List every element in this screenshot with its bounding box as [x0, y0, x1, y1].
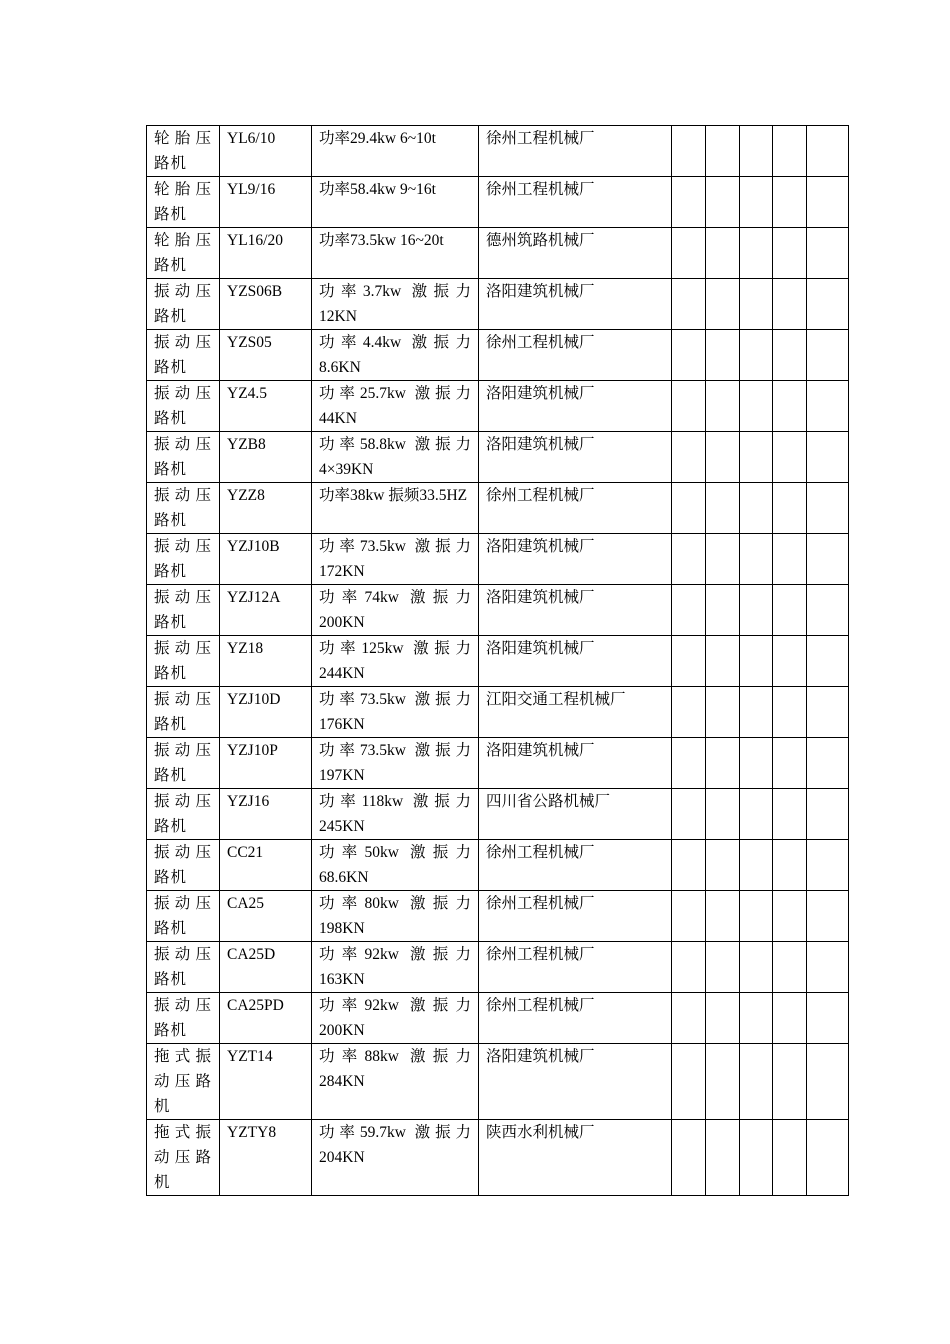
model-cell: YZJ10D [220, 687, 312, 738]
model-cell: YZZ8 [220, 483, 312, 534]
empty-cell [740, 789, 773, 840]
empty-cell [807, 279, 849, 330]
equipment-name-cell: 振动压路机 [147, 942, 220, 993]
spec-cell: 功率29.4kw 6~10t [312, 126, 479, 177]
empty-cell [706, 534, 740, 585]
empty-cell [706, 687, 740, 738]
equipment-name-cell: 振动压路机 [147, 993, 220, 1044]
empty-cell [672, 1044, 706, 1120]
empty-cell [773, 126, 807, 177]
empty-cell [706, 585, 740, 636]
empty-cell [740, 534, 773, 585]
empty-cell [773, 585, 807, 636]
empty-cell [740, 228, 773, 279]
table-body [147, 126, 849, 1196]
spec-cell: 功率25.7kw 激振力44KN [312, 381, 479, 432]
equipment-name-cell: 振动压路机 [147, 534, 220, 585]
empty-cell [740, 738, 773, 789]
empty-cell [773, 1120, 807, 1196]
empty-cell [740, 942, 773, 993]
model-cell: YZJ12A [220, 585, 312, 636]
spec-cell: 功率38kw 振频33.5HZ [312, 483, 479, 534]
equipment-name-cell: 振动压路机 [147, 330, 220, 381]
empty-cell [740, 126, 773, 177]
spec-cell: 功率73.5kw 激振力172KN [312, 534, 479, 585]
empty-cell [773, 636, 807, 687]
model-cell: YZJ10B [220, 534, 312, 585]
empty-cell [773, 483, 807, 534]
equipment-name-cell: 振动压路机 [147, 789, 220, 840]
empty-cell [672, 789, 706, 840]
equipment-name-cell: 振动压路机 [147, 840, 220, 891]
empty-cell [740, 432, 773, 483]
model-cell: YZS05 [220, 330, 312, 381]
manufacturer-cell: 洛阳建筑机械厂 [479, 585, 672, 636]
manufacturer-cell: 洛阳建筑机械厂 [479, 279, 672, 330]
empty-cell [807, 993, 849, 1044]
table-row [147, 1044, 849, 1120]
equipment-name-cell: 拖式振动压路机 [147, 1120, 220, 1196]
empty-cell [807, 534, 849, 585]
empty-cell [672, 330, 706, 381]
equipment-name-cell: 振动压路机 [147, 432, 220, 483]
table-row [147, 381, 849, 432]
model-cell: YL6/10 [220, 126, 312, 177]
spec-cell: 功率88kw 激振力284KN [312, 1044, 479, 1120]
table-row [147, 432, 849, 483]
empty-cell [706, 228, 740, 279]
spec-cell: 功率59.7kw 激振力204KN [312, 1120, 479, 1196]
spec-cell: 功率80kw 激振力198KN [312, 891, 479, 942]
equipment-name-cell: 振动压路机 [147, 585, 220, 636]
empty-cell [807, 840, 849, 891]
equipment-name-cell: 振动压路机 [147, 483, 220, 534]
empty-cell [672, 738, 706, 789]
empty-cell [672, 228, 706, 279]
manufacturer-cell: 洛阳建筑机械厂 [479, 432, 672, 483]
empty-cell [773, 840, 807, 891]
spec-cell: 功率73.5kw 16~20t [312, 228, 479, 279]
equipment-name-cell: 振动压路机 [147, 687, 220, 738]
empty-cell [807, 228, 849, 279]
empty-cell [706, 1120, 740, 1196]
empty-cell [807, 789, 849, 840]
empty-cell [773, 1044, 807, 1120]
empty-cell [672, 840, 706, 891]
manufacturer-cell: 江阳交通工程机械厂 [479, 687, 672, 738]
spec-cell: 功率58.4kw 9~16t [312, 177, 479, 228]
spec-cell: 功率74kw 激振力200KN [312, 585, 479, 636]
equipment-name-cell: 轮胎压路机 [147, 228, 220, 279]
table-row [147, 534, 849, 585]
manufacturer-cell: 徐州工程机械厂 [479, 942, 672, 993]
empty-cell [773, 432, 807, 483]
manufacturer-cell: 徐州工程机械厂 [479, 840, 672, 891]
table-row [147, 840, 849, 891]
equipment-name-cell: 振动压路机 [147, 279, 220, 330]
equipment-name-cell: 振动压路机 [147, 636, 220, 687]
table-row [147, 126, 849, 177]
empty-cell [706, 636, 740, 687]
empty-cell [807, 126, 849, 177]
empty-cell [807, 483, 849, 534]
empty-cell [672, 891, 706, 942]
model-cell: YL16/20 [220, 228, 312, 279]
empty-cell [706, 279, 740, 330]
equipment-name-cell: 拖式振动压路机 [147, 1044, 220, 1120]
manufacturer-cell: 德州筑路机械厂 [479, 228, 672, 279]
manufacturer-cell: 徐州工程机械厂 [479, 891, 672, 942]
manufacturer-cell: 洛阳建筑机械厂 [479, 738, 672, 789]
manufacturer-cell: 徐州工程机械厂 [479, 126, 672, 177]
model-cell: YZ18 [220, 636, 312, 687]
model-cell: YZS06B [220, 279, 312, 330]
empty-cell [740, 1120, 773, 1196]
table-row [147, 738, 849, 789]
table-row [147, 330, 849, 381]
empty-cell [672, 432, 706, 483]
empty-cell [740, 279, 773, 330]
empty-cell [773, 534, 807, 585]
empty-cell [706, 789, 740, 840]
empty-cell [807, 636, 849, 687]
model-cell: YZTY8 [220, 1120, 312, 1196]
empty-cell [672, 381, 706, 432]
empty-cell [740, 891, 773, 942]
empty-cell [773, 789, 807, 840]
table-row [147, 1120, 849, 1196]
empty-cell [740, 330, 773, 381]
empty-cell [807, 942, 849, 993]
model-cell: YZJ16 [220, 789, 312, 840]
manufacturer-cell: 徐州工程机械厂 [479, 177, 672, 228]
empty-cell [807, 330, 849, 381]
empty-cell [672, 534, 706, 585]
empty-cell [740, 381, 773, 432]
empty-cell [773, 993, 807, 1044]
empty-cell [740, 993, 773, 1044]
empty-cell [706, 1044, 740, 1120]
empty-cell [807, 891, 849, 942]
empty-cell [672, 585, 706, 636]
table-row [147, 789, 849, 840]
model-cell: YZT14 [220, 1044, 312, 1120]
manufacturer-cell: 洛阳建筑机械厂 [479, 1044, 672, 1120]
empty-cell [706, 942, 740, 993]
empty-cell [672, 279, 706, 330]
empty-cell [706, 891, 740, 942]
model-cell: YZ4.5 [220, 381, 312, 432]
model-cell: YZB8 [220, 432, 312, 483]
empty-cell [672, 126, 706, 177]
table-row [147, 636, 849, 687]
empty-cell [672, 993, 706, 1044]
manufacturer-cell: 徐州工程机械厂 [479, 993, 672, 1044]
empty-cell [807, 585, 849, 636]
empty-cell [740, 177, 773, 228]
empty-cell [740, 483, 773, 534]
empty-cell [773, 279, 807, 330]
empty-cell [807, 432, 849, 483]
spec-cell: 功率92kw 激振力163KN [312, 942, 479, 993]
model-cell: YL9/16 [220, 177, 312, 228]
empty-cell [773, 738, 807, 789]
empty-cell [706, 738, 740, 789]
empty-cell [706, 126, 740, 177]
table-row [147, 279, 849, 330]
empty-cell [672, 942, 706, 993]
manufacturer-cell: 洛阳建筑机械厂 [479, 636, 672, 687]
table-row [147, 177, 849, 228]
equipment-name-cell: 轮胎压路机 [147, 126, 220, 177]
empty-cell [706, 177, 740, 228]
empty-cell [706, 381, 740, 432]
empty-cell [706, 993, 740, 1044]
table-row [147, 993, 849, 1044]
spec-cell: 功率125kw 激振力244KN [312, 636, 479, 687]
empty-cell [740, 1044, 773, 1120]
empty-cell [773, 177, 807, 228]
model-cell: CA25D [220, 942, 312, 993]
spec-cell: 功率73.5kw 激振力176KN [312, 687, 479, 738]
equipment-name-cell: 振动压路机 [147, 891, 220, 942]
empty-cell [706, 330, 740, 381]
empty-cell [807, 687, 849, 738]
equipment-name-cell: 轮胎压路机 [147, 177, 220, 228]
empty-cell [672, 687, 706, 738]
empty-cell [672, 177, 706, 228]
empty-cell [773, 687, 807, 738]
empty-cell [672, 636, 706, 687]
spec-cell: 功率92kw 激振力200KN [312, 993, 479, 1044]
spec-cell: 功率50kw 激振力68.6KN [312, 840, 479, 891]
spec-cell: 功率73.5kw 激振力197KN [312, 738, 479, 789]
spec-cell: 功率118kw 激振力245KN [312, 789, 479, 840]
table-row [147, 687, 849, 738]
empty-cell [807, 177, 849, 228]
empty-cell [773, 942, 807, 993]
model-cell: YZJ10P [220, 738, 312, 789]
equipment-table [146, 125, 849, 1196]
empty-cell [807, 1044, 849, 1120]
manufacturer-cell: 徐州工程机械厂 [479, 330, 672, 381]
manufacturer-cell: 洛阳建筑机械厂 [479, 534, 672, 585]
manufacturer-cell: 徐州工程机械厂 [479, 483, 672, 534]
empty-cell [807, 1120, 849, 1196]
empty-cell [773, 228, 807, 279]
empty-cell [773, 381, 807, 432]
equipment-name-cell: 振动压路机 [147, 381, 220, 432]
table-row [147, 483, 849, 534]
equipment-name-cell: 振动压路机 [147, 738, 220, 789]
manufacturer-cell: 洛阳建筑机械厂 [479, 381, 672, 432]
spec-cell: 功率4.4kw 激振力8.6KN [312, 330, 479, 381]
empty-cell [740, 840, 773, 891]
empty-cell [740, 687, 773, 738]
empty-cell [706, 432, 740, 483]
empty-cell [773, 891, 807, 942]
manufacturer-cell: 陕西水利机械厂 [479, 1120, 672, 1196]
empty-cell [672, 483, 706, 534]
model-cell: CC21 [220, 840, 312, 891]
table-row [147, 942, 849, 993]
empty-cell [807, 738, 849, 789]
empty-cell [807, 381, 849, 432]
empty-cell [740, 636, 773, 687]
spec-cell: 功率58.8kw 激振力4×39KN [312, 432, 479, 483]
model-cell: CA25PD [220, 993, 312, 1044]
empty-cell [706, 483, 740, 534]
table-row [147, 585, 849, 636]
empty-cell [706, 840, 740, 891]
model-cell: CA25 [220, 891, 312, 942]
empty-cell [740, 585, 773, 636]
spec-cell: 功率3.7kw 激振力12KN [312, 279, 479, 330]
table-row [147, 228, 849, 279]
empty-cell [773, 330, 807, 381]
table-row [147, 891, 849, 942]
empty-cell [672, 1120, 706, 1196]
manufacturer-cell: 四川省公路机械厂 [479, 789, 672, 840]
